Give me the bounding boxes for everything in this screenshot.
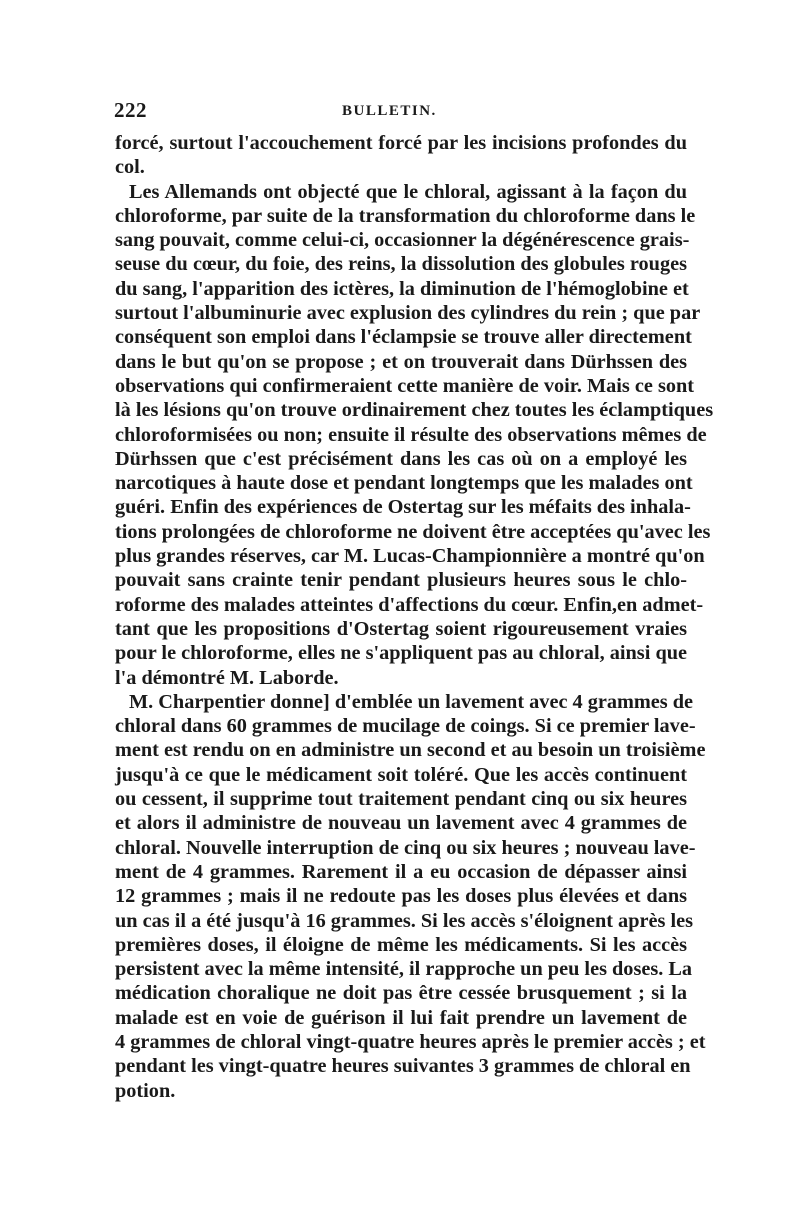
text-line: persistent avec la même intensité, il rapproche un peu les doses. La [115,958,693,981]
text-line: premières doses, il éloigne de même les médicaments. Si les accès [115,933,687,956]
text-line: et alors il administre de nouveau un lavement avec 4 grammes de [115,812,687,835]
text-line: plus grandes réserves, car M. Lucas-Championnière a montré qu'on [115,545,705,568]
text-line: potion. [115,1079,176,1102]
text-line: roforme des malades atteintes d'affections du cœur. Enfin,en admet- [115,593,704,616]
text-line: chloroformisées ou non; ensuite il résulte des observations mêmes de [115,423,707,446]
header-title: BULLETIN. [342,103,437,119]
text-line: narcotiques à haute dose et pendant longtemps que les malades ont [115,472,693,495]
text-line: sang pouvait, comme celui-ci, occasionner la dégénérescence grais- [115,229,690,252]
text-line: dans le but qu'on se propose ; et on trouverait dans Dürhssen des [115,350,687,373]
text-line: ou cessent, il supprime tout traitement pendant cinq ou six heures [115,788,687,811]
text-line: médication choralique ne doit pas être cessée brusquement ; si la [115,982,687,1005]
text-line: col. [115,156,145,179]
text-line: seuse du cœur, du foie, des reins, la dissolution des globules rouges [115,253,687,276]
text-line: malade est en voie de guérison il lui fait prendre un lavement de [115,1006,687,1029]
text-line: conséquent son emploi dans l'éclampsie se trouve aller directement [115,326,692,349]
text-line: 12 grammes ; mais il ne redoute pas les doses plus élevées et dans [115,885,687,908]
text-line: Dürhssen que c'est précisément dans les cas où on a employé les [115,447,687,470]
text-line: M. Charpentier donne] d'emblée un lavement avec 4 grammes de [129,690,694,713]
text-line: chloroforme, par suite de la transformation du chloroforme dans le [115,204,696,227]
text-line: chloral dans 60 grammes de mucilage de coings. Si ce premier lave- [115,715,696,738]
paragraph-2 [115,180,714,690]
text-line: 4 grammes de chloral vingt-quatre heures après le premier accès ; et [115,1030,706,1053]
text-line: du sang, l'apparition des ictères, la diminution de l'hémoglobine et [115,277,689,300]
text-line: jusqu'à ce que le médicament soit toléré. Que les accès continuent [115,763,687,786]
paragraph-3 [115,690,706,1103]
text-line: chloral. Nouvelle interruption de cinq ou six heures ; nouveau lave- [115,836,696,859]
page-number: 222 [114,98,147,122]
text-line: pendant les vingt-quatre heures suivantes 3 grammes de chloral en [115,1055,691,1078]
text-line: l'a démontré M. Laborde. [115,666,339,689]
text-line: pouvait sans crainte tenir pendant plusieurs heures sous le chlo- [115,569,687,592]
running-header [114,98,688,126]
text-line: pour le chloroforme, elles ne s'appliquent pas au chloral, ainsi que [115,642,687,665]
paragraph-1 [115,131,687,180]
text-line: un cas il a été jusqu'à 16 grammes. Si les accès s'éloignent après les [115,909,693,932]
body-text [115,131,714,1103]
text-line: ment est rendu on en administre un second et au besoin un troisième [115,739,706,762]
text-line: tant que les propositions d'Ostertag soient rigoureusement vraies [115,617,687,640]
text-line: tions prolongées de chloroforme ne doivent être acceptées qu'avec les [115,520,711,543]
text-line: là les lésions qu'on trouve ordinairement chez toutes les éclamptiques [115,399,714,422]
text-line: Les Allemands ont objecté que le chloral, agissant à la façon du [129,180,687,203]
text-line: ment de 4 grammes. Rarement il a eu occasion de dépasser ainsi [115,860,687,883]
text-line: surtout l'albuminurie avec explusion des cylindres du rein ; que par [115,302,701,325]
text-line: observations qui confirmeraient cette manière de voir. Mais ce sont [115,374,695,397]
text-line: forcé, surtout l'accouchement forcé par les incisions profondes du [115,132,687,154]
text-line: guéri. Enfin des expériences de Ostertag sur les méfaits des inhala- [115,496,691,519]
